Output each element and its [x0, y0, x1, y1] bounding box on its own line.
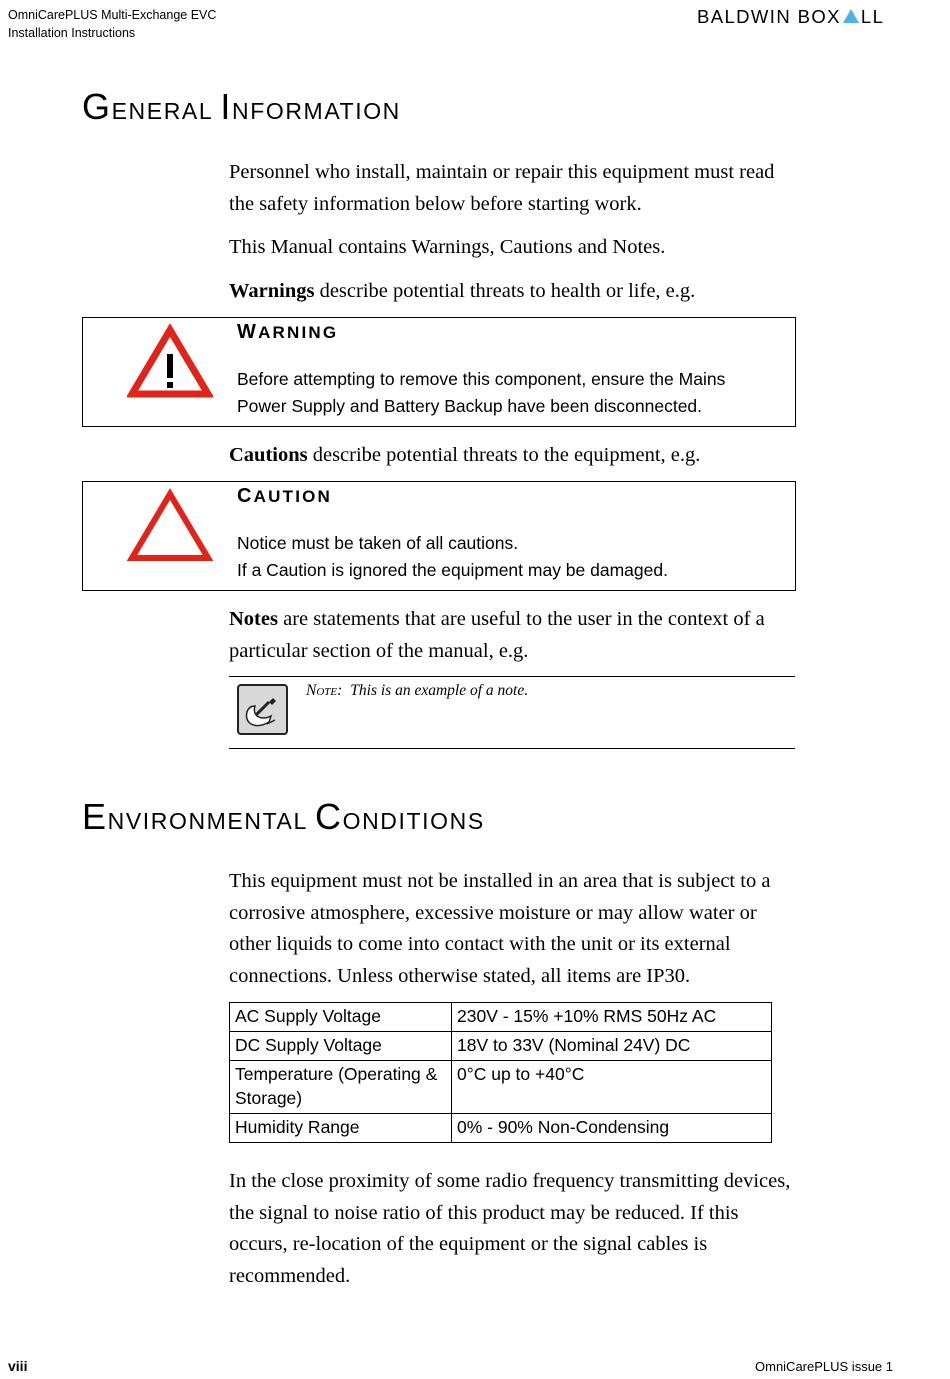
table-row [230, 1032, 772, 1061]
notes-term: Notes [229, 608, 278, 630]
warning-triangle-exclamation-icon [127, 324, 213, 400]
table-cell-value: 18V to 33V (Nominal 24V) DC [452, 1032, 772, 1061]
warnings-paragraph: Warnings describe potential threats to health or life, e.g. [229, 280, 696, 302]
cautions-paragraph: Cautions describe potential threats to the equipment, e.g. [229, 444, 701, 466]
table-cell-value: 0% - 90% Non-Condensing [452, 1114, 772, 1143]
caution-box [82, 481, 796, 591]
note-label: Note: [306, 682, 343, 699]
running-header [8, 6, 216, 42]
table-row [230, 1003, 772, 1032]
table-cell-value: 0°C up to +40°C [452, 1061, 772, 1114]
environment-intro-paragraph: This equipment must not be installed in an area that is subject to a corrosive atmosphere, excessive moisture or may allow water or other liquids to come into contact with the unit or its external connections. Unless otherwise stated, all items are IP30. [229, 870, 771, 987]
section-title-environmental-conditions: ENVIRONMENTAL CONDITIONS [82, 796, 485, 837]
caution-label: CAUTION [237, 485, 333, 507]
table-cell-param: DC Supply Voltage [230, 1032, 452, 1061]
cautions-term: Cautions [229, 444, 308, 466]
manual-contains-paragraph: This Manual contains Warnings, Cautions and Notes. [229, 236, 666, 258]
hand-writing-note-icon [237, 684, 288, 735]
doc-type: Installation Instructions [8, 26, 136, 40]
warning-box [82, 317, 796, 427]
page-number: viii [8, 1358, 28, 1374]
table-cell-param: Humidity Range [230, 1114, 452, 1143]
warning-text: Before attempting to remove this component, ensure the Mains Power Supply and Battery Backup have been disconnected. [237, 369, 726, 416]
doc-issue: OmniCarePLUS issue 1 [755, 1359, 893, 1374]
brand-triangle-icon [843, 9, 859, 23]
note-text: Note: This is an example of a note. [306, 682, 529, 699]
notes-paragraph: Notes are statements that are useful to the user in the context of a particular section of the manual, e.g. [229, 608, 765, 662]
warning-label: WARNING [237, 321, 339, 343]
caution-text: Notice must be taken of all cautions. If a Caution is ignored the equipment may be damaged. [237, 533, 668, 580]
table-row [230, 1061, 772, 1114]
table-row [230, 1114, 772, 1143]
brand-text-part2: LL [860, 6, 885, 27]
brand-text-part1: BALDWIN BOX [697, 6, 841, 27]
rf-interference-paragraph: In the close proximity of some radio frequency transmitting devices, the signal to noise ratio of this product may be reduced. If this occurs, re-location of the equipment or the signal cables is recommended. [229, 1170, 791, 1287]
table-cell-param: AC Supply Voltage [230, 1003, 452, 1032]
table-cell-param: Temperature (Operating & Storage) [230, 1061, 452, 1114]
note-box [229, 676, 795, 749]
product-line: OmniCarePLUS Multi-Exchange EVC [8, 8, 217, 22]
section-title-general-information: GENERAL INFORMATION [82, 86, 401, 127]
brand-logo [697, 6, 884, 28]
caution-triangle-icon [127, 488, 213, 564]
table-cell-value: 230V - 15% +10% RMS 50Hz AC [452, 1003, 772, 1032]
intro-paragraph: Personnel who install, maintain or repair this equipment must read the safety information below before starting work. [229, 161, 775, 215]
environment-spec-table [229, 1002, 772, 1143]
warnings-term: Warnings [229, 280, 315, 302]
